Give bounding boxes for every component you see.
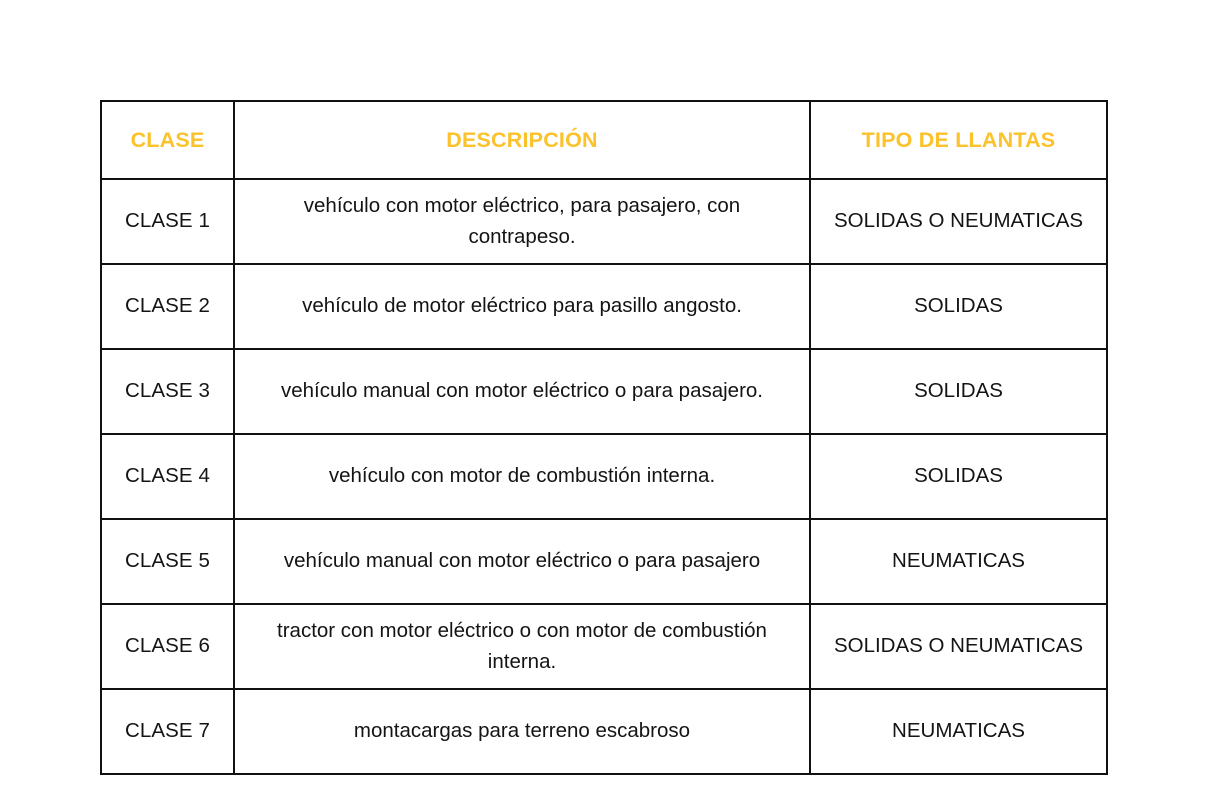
column-header-descripcion: DESCRIPCIÓN (234, 101, 810, 179)
cell-clase: CLASE 6 (101, 604, 234, 689)
table-row (101, 179, 1107, 264)
cell-descripcion: montacargas para terreno escabroso (234, 689, 810, 774)
table-row (101, 349, 1107, 434)
cell-descripcion: vehículo manual con motor eléctrico o para pasajero. (234, 349, 810, 434)
forklift-class-table (100, 100, 1108, 775)
cell-clase: CLASE 1 (101, 179, 234, 264)
table-header (101, 101, 1107, 179)
table-row (101, 689, 1107, 774)
cell-tipo-de-llantas: SOLIDAS (810, 434, 1107, 519)
column-header-tipo-de-llantas: TIPO DE LLANTAS (810, 101, 1107, 179)
table-body (101, 179, 1107, 774)
cell-clase: CLASE 7 (101, 689, 234, 774)
cell-tipo-de-llantas: SOLIDAS O NEUMATICAS (810, 179, 1107, 264)
cell-tipo-de-llantas: NEUMATICAS (810, 689, 1107, 774)
column-header-clase: CLASE (101, 101, 234, 179)
cell-tipo-de-llantas: SOLIDAS (810, 264, 1107, 349)
forklift-class-table-container (100, 100, 1106, 743)
table-row (101, 604, 1107, 689)
cell-descripcion: vehículo con motor eléctrico, para pasajero, con contrapeso. (234, 179, 810, 264)
table-row (101, 434, 1107, 519)
table-row (101, 519, 1107, 604)
cell-descripcion: vehículo manual con motor eléctrico o para pasajero (234, 519, 810, 604)
cell-clase: CLASE 5 (101, 519, 234, 604)
cell-descripcion: vehículo de motor eléctrico para pasillo angosto. (234, 264, 810, 349)
cell-clase: CLASE 3 (101, 349, 234, 434)
cell-tipo-de-llantas: NEUMATICAS (810, 519, 1107, 604)
cell-descripcion: vehículo con motor de combustión interna. (234, 434, 810, 519)
cell-tipo-de-llantas: SOLIDAS O NEUMATICAS (810, 604, 1107, 689)
cell-descripcion: tractor con motor eléctrico o con motor de combustión interna. (234, 604, 810, 689)
table-header-row (101, 101, 1107, 179)
cell-clase: CLASE 4 (101, 434, 234, 519)
cell-clase: CLASE 2 (101, 264, 234, 349)
cell-tipo-de-llantas: SOLIDAS (810, 349, 1107, 434)
table-row (101, 264, 1107, 349)
